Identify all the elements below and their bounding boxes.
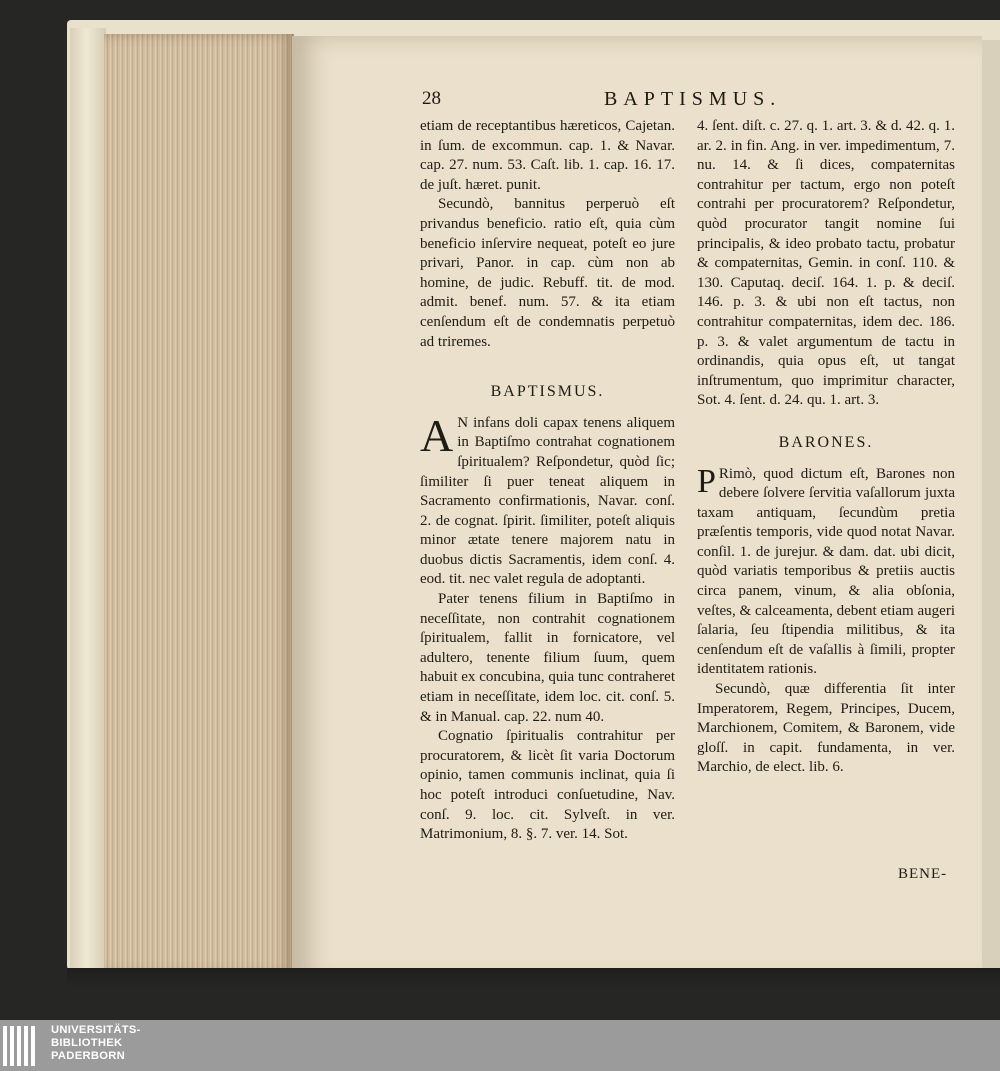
running-head: BAPTISMUS.	[604, 88, 782, 110]
library-name-line: UNIVERSITÄTS-	[51, 1024, 141, 1036]
book-spine-edge	[70, 28, 106, 968]
book-shadow	[67, 968, 1000, 988]
drop-cap: A	[420, 409, 454, 461]
library-name-line: PADERBORN	[51, 1050, 125, 1062]
section-heading-baptismus: BAPTISMUS.	[490, 383, 605, 401]
paragraph	[420, 409, 675, 590]
paragraph: 4. ſent. diſt. c. 27. q. 1. art. 3. & d. 42. q. 1. ar. 2. in fin. Ang. in ver. impedimentum, 7. nu. 14. & ſi dices, compaternitas contrahitur per tactum, ergo non poteſt contrahi per procuratorem? Reſpondetur, quòd procurator tangit nomine ſui principalis, & ideo probato tactu, probatur & compaternitas, Gemin. in conſ. 110. & 130. Caputaq. deciſ. 164. 1. p. & deciſ. 146. p. 3. & ubi non eſt tactus, non contrahitur compaternitas, idem dec. 186. p. 3. & valet argumentum de tactu in ordinandis, quia opus eſt, ut tangat inſtrumentum, quo imprimitur character, Sot. 4. ſent. d. 24. qu. 1. art. 3.	[697, 118, 955, 409]
section-heading-barones: BARONES.	[778, 433, 874, 451]
paragraph	[697, 462, 955, 681]
catchword: BENE-	[898, 866, 948, 882]
page-header	[422, 88, 982, 114]
paragraph: Pater tenens filium in Baptiſmo in neceſſitate, non contrahit cognationem ſpiritualem, fallit in fornicatore, vel adultero, tenente filium ſuum, quem habuit ex concubina, quia tunc contraheret etiam in neceſſitate, idem loc. cit. conſ. 5. & in Manual. cap. 22. num 40.	[420, 591, 675, 725]
drop-cap: P	[697, 462, 716, 500]
paragraph: Secundò, quæ differentia ſit inter Imperatorem, Regem, Principes, Ducem, Marchionem, Comitem, & Baronem, vide gloſſ. in capit. fundamenta, in ver. Marchio, de elect. lib. 6.	[697, 681, 955, 776]
left-column	[420, 117, 675, 845]
right-column	[697, 117, 955, 778]
library-footer	[0, 1020, 1000, 1071]
paragraph: Secundò, bannitus perperuò eſt privandus beneficio. ratio eſt, quia cùm beneficio inſervire nequeat, poteſt eo jure privari, Panor. in cap. cùm non ab homine, de judic. Rebuff. tit. de mod. admit. benef. num. 57. & ita etiam cenſendum eſt de condemnatis perpetuò ad triremes.	[420, 196, 675, 350]
library-name	[51, 1024, 141, 1063]
paragraph: Cognatio ſpiritualis contrahitur per procuratorem, & licèt ſit varia Doctorum opinio, tamen communis inclinat, quia ſi hoc poteſt introduci conſuetudine, Nav. conſ. 9. loc. cit. Sylveſt. in ver. Matrimonium, 8. §. 7. ver. 14. Sot.	[420, 728, 675, 843]
facing-page-edge	[982, 40, 1000, 970]
paragraph-text: Rimò, quod dictum eſt, Barones non debere ſolvere ſervitia vaſallorum juxta taxam antiquam, ſecundùm pretia præſentis temporis, vide quod notat Navar. conſil. 1. de jurejur. & dam. dat. ubi dicit, quòd variatis temporibus & pretiis auctis circa panem, vinum, & alia obſonia, veſtes, & calceamenta, debent etiam augeri ſalaria, ſeu ſtipendia militibus, & ita cenſendum eſt de vaſallis à ſimili, propter identitatem rationis.	[697, 465, 955, 678]
paragraph: etiam de receptantibus hæreticos, Cajetan. in ſum. de excommun. cap. 1. & Navar. cap. 27. num. 53. Caſt. lib. 1. cap. 16. 17. de juſt. hæret. punit.	[420, 118, 675, 193]
page-number: 28	[422, 88, 441, 109]
library-name-line: BIBLIOTHEK	[51, 1037, 123, 1049]
paragraph-text: N infans doli capax tenens aliquem in Baptiſmo contrahat cognationem ſpiritualem? Reſpondetur, quòd ſic; ſimiliter ſi puer teneat aliquem in Sacramento confirmationis, Navar. conſ. 2. de cognat. ſpirit. ſimiliter, poteſt aliquis minor ætate tenere majorem natu in duobus dictis Sacramentis, idem conſ. 4. eod. tit. nec valet regula de adoptanti.	[420, 414, 675, 588]
library-logo-icon	[3, 1026, 41, 1066]
page-edges	[104, 34, 294, 974]
